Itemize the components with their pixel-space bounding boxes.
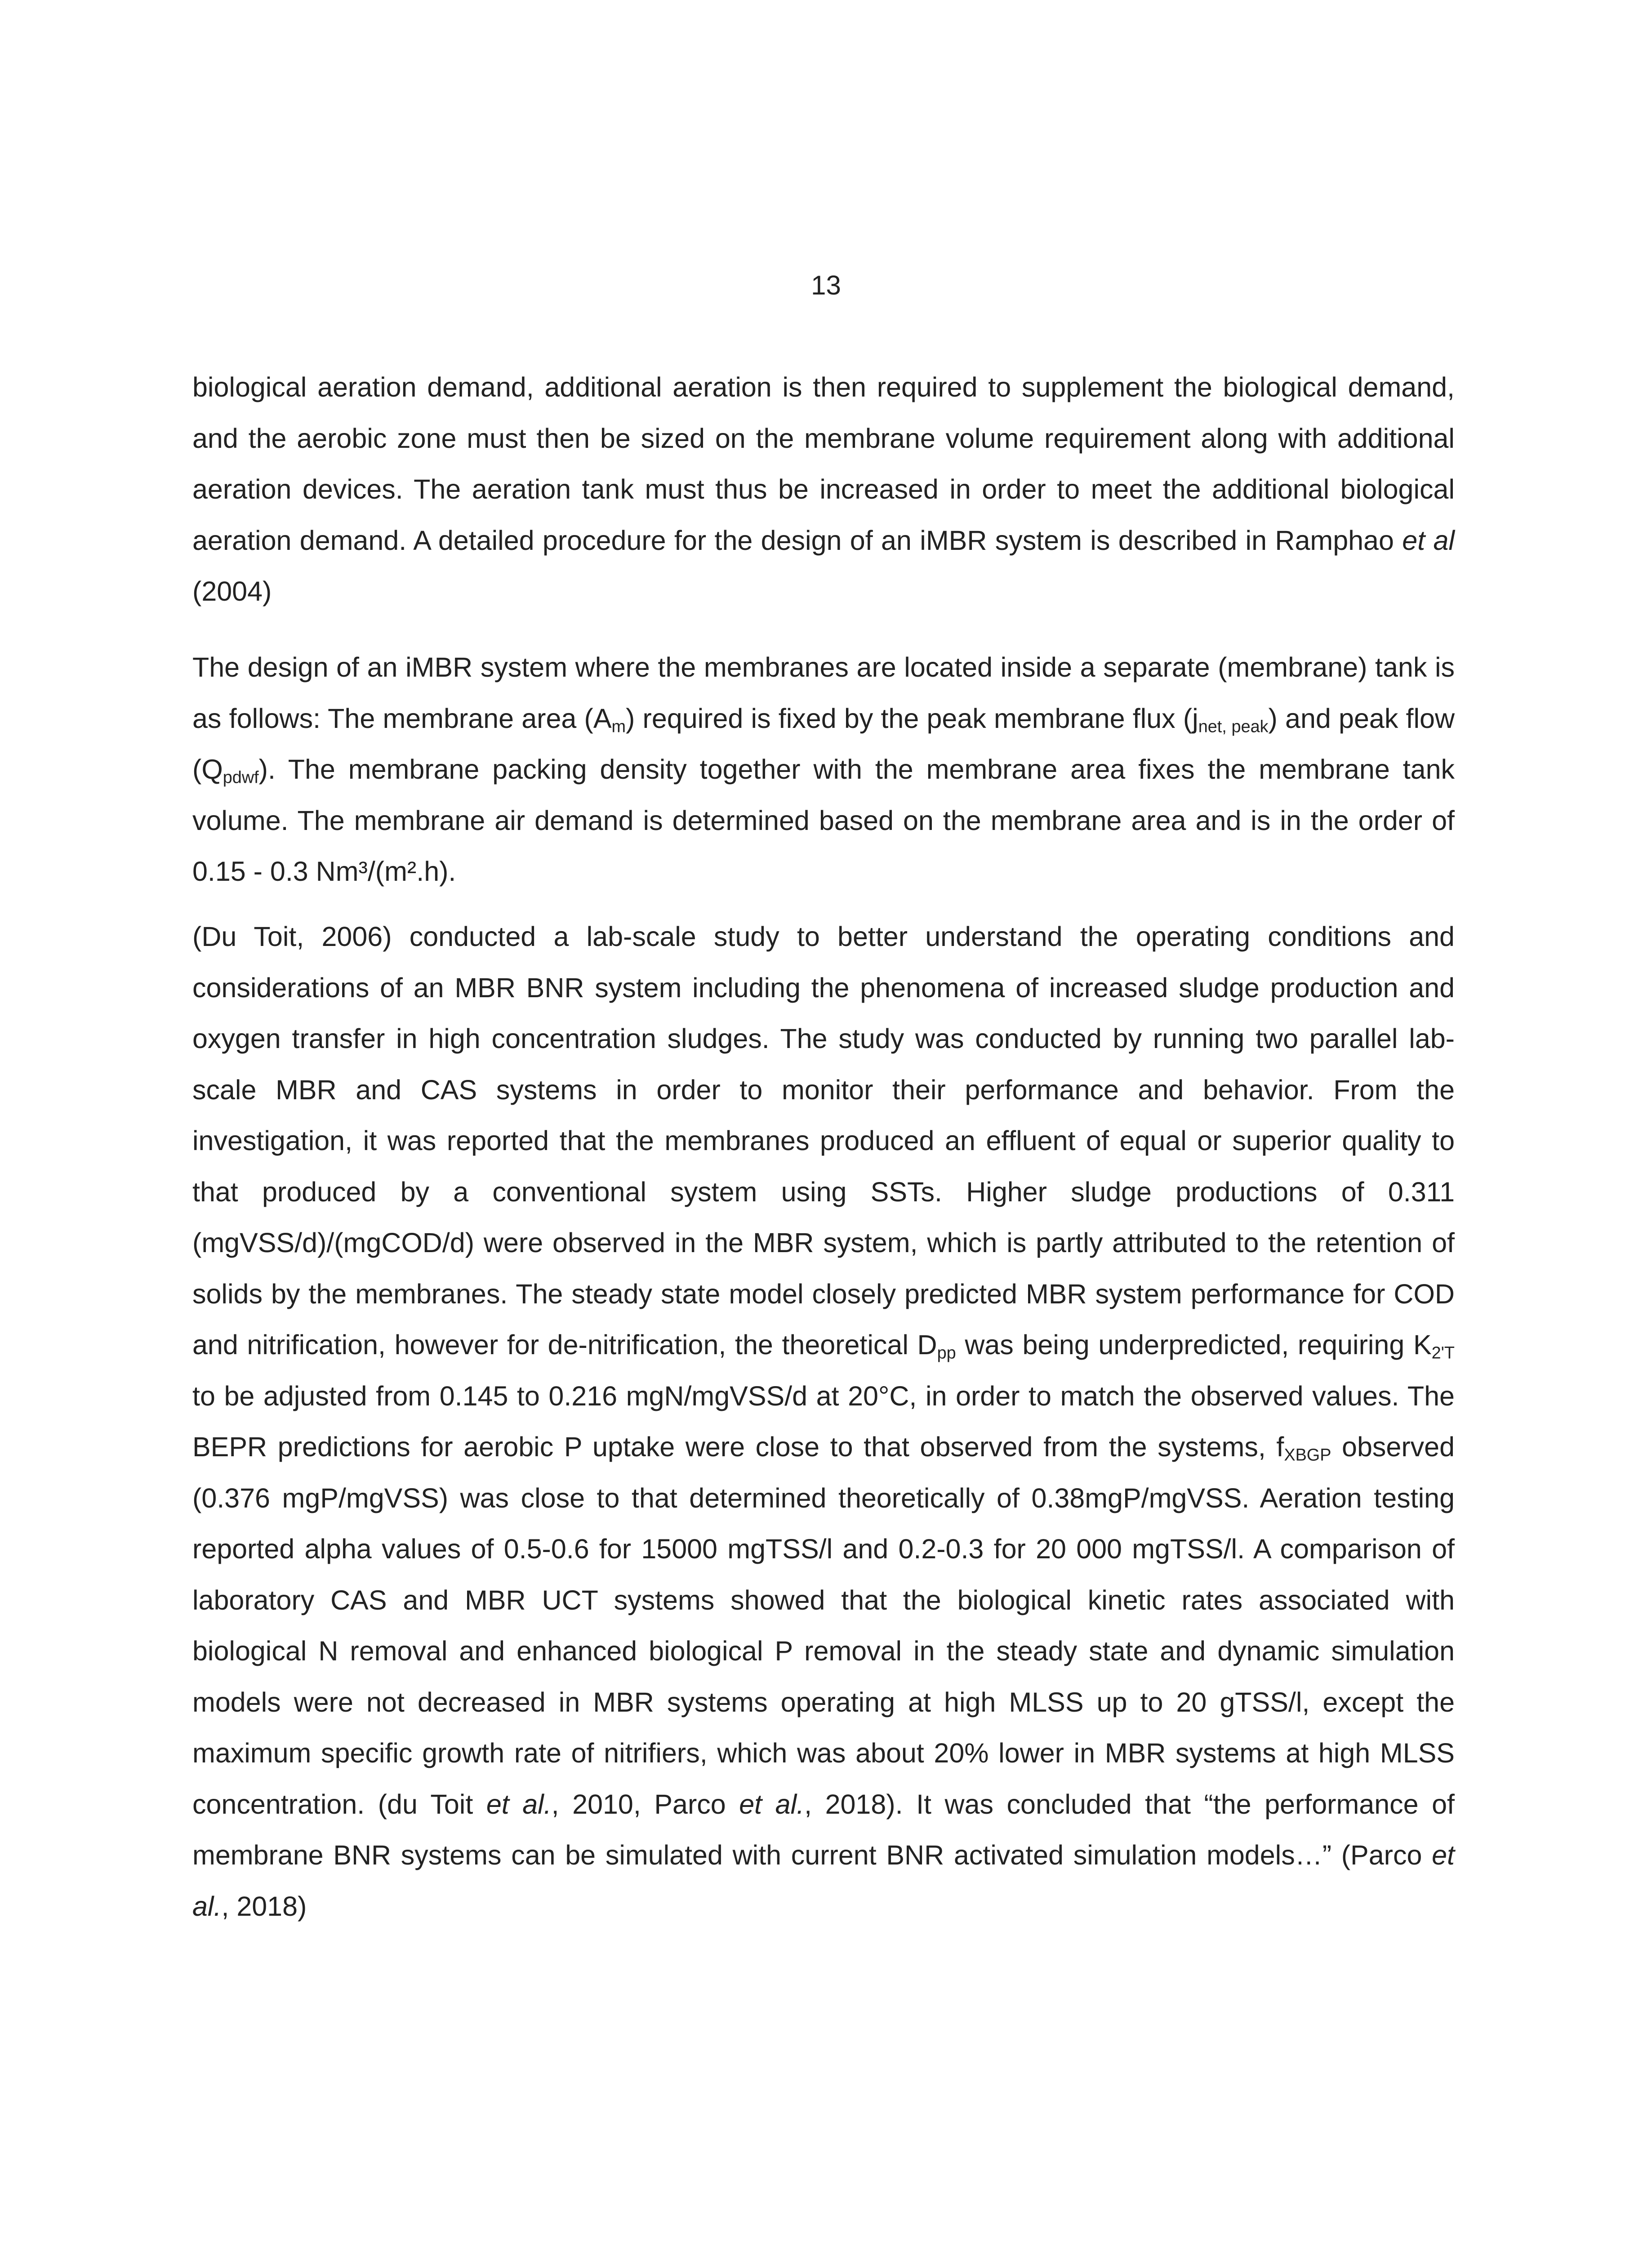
p3-text-5: , 2010, Parco xyxy=(551,1789,739,1820)
page-number: 13 xyxy=(811,270,841,300)
p2-text-1: The design of an iMBR system where the membranes are located inside a separate (membrane) tank is as follows: The membrane area (A xyxy=(192,652,1455,734)
p3-text-6: , 2018). It was concluded that “the performance of membrane BNR systems can be simulated with current BNR activated simulation models…” (Parco xyxy=(192,1789,1455,1870)
p1-italic-1: et al xyxy=(1402,525,1455,556)
p3-italic-1: et al. xyxy=(486,1789,552,1820)
p2-sub-3: pdwf xyxy=(223,768,259,787)
p3-text-2: was being underpredicted, requiring K xyxy=(956,1329,1432,1360)
p3-text-4: observed (0.376 mgP/mgVSS) was close to that determined theoretically of 0.38mgP/mgVSS. Aeration testing reported alpha values of 0.5-0.6 for 15000 mgTSS/l and 0.2-0.3 for 20 000 mgTSS/l. A comparison of laboratory CAS and MBR UCT systems showed that the biological kinetic rates associated with biological N removal and enhanced biological P removal in the steady state and dynamic simulation models were not decreased in MBR systems operating at high MLSS up to 20 gTSS/l, except the maximum specific growth rate of nitrifiers, which was about 20% lower in MBR systems at high MLSS concentration. (du Toit xyxy=(192,1432,1455,1820)
p2-text-4: ). The membrane packing density together with the membrane area fixes the membrane tank volume. The membrane air demand is determined based on the membrane area and is in the order of 0.15 - 0.3 Nm³/(m².h). xyxy=(192,754,1455,887)
p1-text-1: biological aeration demand, additional aeration is then required to supplement the biological demand, and the aerobic zone must then be sized on the membrane volume requirement along with additional aeration devices. The aeration tank must thus be increased in order to meet the additional biological aeration demand. A detailed procedure for the design of an iMBR system is described in Ramphao xyxy=(192,372,1455,556)
p2-sub-1: m xyxy=(611,717,626,736)
p2-text-3: ) and peak flow (Q xyxy=(192,703,1455,785)
p3-text-1: (Du Toit, 2006) conducted a lab-scale study to better understand the operating conditions and considerations of an MBR BNR system including the phenomena of increased sludge production and oxygen transfer in high concentration sludges. The study was conducted by running two parallel lab-scale MBR and CAS systems in order to monitor their performance and behavior. From the investigation, it was reported that the membranes produced an effluent of equal or superior quality to that produced by a conventional system using SSTs. Higher sludge productions of 0.311 (mgVSS/d)/(mgCOD/d) were observed in the MBR system, which is partly attributed to the retention of solids by the membranes. The steady state model closely predicted MBR system performance for COD and nitrification, however for de-nitrification, the theoretical D xyxy=(192,921,1455,1360)
paragraph-3 xyxy=(192,911,1455,1932)
p3-text-3: to be adjusted from 0.145 to 0.216 mgN/mgVSS/d at 20°C, in order to match the observed values. The BEPR predictions for aerobic P uptake were close to that observed from the systems, f xyxy=(192,1380,1455,1462)
p1-text-2: (2004) xyxy=(192,576,272,607)
p3-sub-3: XBGP xyxy=(1284,1445,1331,1465)
p2-sub-2: net, peak xyxy=(1198,717,1269,736)
paragraph-1 xyxy=(192,362,1455,617)
paragraph-2 xyxy=(192,642,1455,897)
p3-sub-1: pp xyxy=(937,1343,956,1363)
p2-text-2: ) required is fixed by the peak membrane flux (j xyxy=(626,703,1198,734)
p3-text-7: , 2018) xyxy=(221,1891,307,1922)
p3-italic-2: et al. xyxy=(739,1789,805,1820)
p3-italic-3: et al. xyxy=(192,1840,1455,1922)
p3-sub-2: 2'T xyxy=(1431,1343,1455,1363)
